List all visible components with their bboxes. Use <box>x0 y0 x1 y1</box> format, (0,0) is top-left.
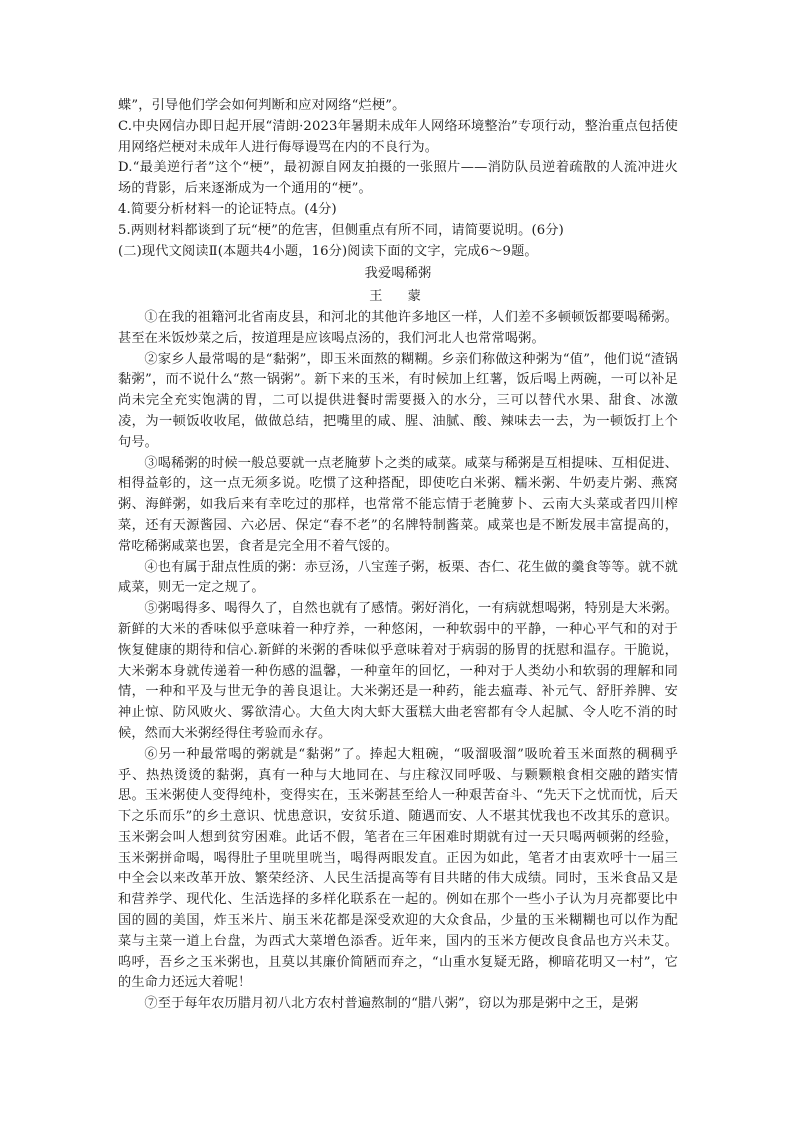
option-b-tail: 蝶”，引导他们学会如何判断和应对网络“烂梗”。 <box>118 98 406 113</box>
article-author: 王 蒙 <box>369 289 427 305</box>
option-c: C.中央网信办即日起开展“清朗·2023年暑期未成年人网络环境整治”专项行动，整治重点包括使用网络烂梗对未成年人进行侮辱谩骂在内的不良行为。 <box>118 118 678 155</box>
document-page <box>118 96 678 1015</box>
article-paragraph-4: ④也有属于甜点性质的粥：赤豆汤，八宝莲子粥，板栗、杏仁、花生做的羹食等等。就不就咸菜，则无一定之规了。 <box>118 559 678 596</box>
article-paragraph-7: ⑦至于每年农历腊月初八北方农村普遍熬制的“腊八粥”，窃以为那是粥中之王，是粥 <box>144 996 639 1012</box>
question-5: 5.两则材料都谈到了玩“梗”的危害，但侧重点有所不同，请简要说明。(6分) <box>118 222 564 238</box>
article-paragraph-2: ②家乡人最常喝的是“黏粥”，即玉米面熬的糊糊。乡亲们称做这种粥为“值”，他们说“渣锅黏粥”，而不说什么“熬一锅粥”。新下来的玉米，有时候加上红薯，饭后喝上两碗，一可以补足尚未完全充实饱满的胃，二可以提供进餐时需要摄入的水分，三可以替代水果、甜食、冰激凌，为一顿饭收收尾，做做总结，把嘴里的咸、腥、油腻、酸、辣味去一去，为一顿饭打上个句号。 <box>118 351 678 450</box>
article-paragraph-5: ⑤粥喝得多、喝得久了，自然也就有了感情。粥好消化，一有病就想喝粥，特别是大米粥。新鲜的大米的香味似乎意味着一种疗养，一种悠闲，一种软弱中的平静，一种心平气和的对于恢复健康的期待和信心.新鲜的米粥的香味似乎意味着对于病弱的肠胃的抚慰和温存。干脆说，大米粥本身就传递着一种伤感的温馨，一种童年的回忆，一种对于人类幼小和软弱的理解和同情，一种和平及与世无争的善良退让。大米粥还是一种药，能去瘟毒、补元气、舒肝养脾、安神止惊、防风败火、雾欲清心。大鱼大肉大虾大蛋糕大曲老窖都有令人起腻、令人吃不消的时候，然而大米粥经得住考验而永存。 <box>118 601 678 741</box>
article-title: 我爱喝稀粥 <box>364 266 432 282</box>
question-4: 4.简要分析材料一的论证特点。(4分) <box>118 201 337 217</box>
article-paragraph-6: ⑥另一种最常喝的粥就是“黏粥”了。捧起大粗碗，“吸溜吸溜”吸吮着玉米面熬的稠稠乎乎、热热烫烫的黏粥，真有一种与大地同在、与庄稼汉同呼吸、与颗颗粮食相交融的踏实情思。玉米粥使人变得纯朴，变得实在，玉米粥甚至给人一种艰苦奋斗、“先天下之忧而忧，后天下之乐而乐”的乡土意识、忧患意识，安贫乐道、随遇而安、人不堪其忧我也不改其乐的意识。玉米粥会叫人想到贫穷困难。此话不假，笔者在三年困难时期就有过一天只喝两顿粥的经验，玉米粥拼命喝，喝得肚子里咣里咣当，喝得两眼发直。正因为如此，笔者才由衷欢呼十一届三中全会以来改革开放、繁荣经济、人民生活提高等有目共睹的伟大成绩。同时，玉米食品又是和营养学、现代化、生活选择的多样化联系在一起的。例如在那个一些小子认为月亮都要比中国的圆的美国，炸玉米片、崩玉米花都是深受欢迎的大众食品，少量的玉米糊糊也可以作为配菜与主菜一道上台盘，为西式大菜增色添香。近年来，国内的玉米方便改良食品也方兴未艾。呜呼，吾乡之玉米粥也，且莫以其廉价简陋而弃之，“山重水复疑无路，柳暗花明又一村”，它的生命力还远大着呢！ <box>118 746 678 991</box>
article-paragraph-1: ①在我的祖籍河北省南皮县，和河北的其他许多地区一样，人们差不多顿顿饭都要喝稀粥。甚至在米饭炒菜之后，按道理是应该喝点汤的，我们河北人也常常喝粥。 <box>118 309 678 346</box>
option-d: D.“最美逆行者”这个“梗”，最初源自网友拍摄的一张照片——消防队员逆着疏散的人流冲进火场的背影，后来逐渐成为一个通用的“梗”。 <box>118 160 678 197</box>
section-2-heading: (二)现代文阅读Ⅱ(本题共4小题，16分)阅读下面的文字，完成6～9题。 <box>118 243 538 259</box>
article-paragraph-3: ③喝稀粥的时候一般总要就一点老腌萝卜之类的咸菜。咸菜与稀粥是互相提味、互相促进、相得益彰的，这一点无须多说。吃惯了这种搭配，即使吃白米粥、糯米粥、牛奶麦片粥、燕窝粥、海鲜粥，如我后来有幸吃过的那样，也常常不能忘情于老腌萝卜、云南大头菜或者四川榨菜，还有天源酱园、六必居、保定“春不老”的名牌特制酱菜。咸菜也是不断发展丰富提高的，常吃稀粥咸菜也罢，食者是完全用不着气馁的。 <box>118 455 678 554</box>
